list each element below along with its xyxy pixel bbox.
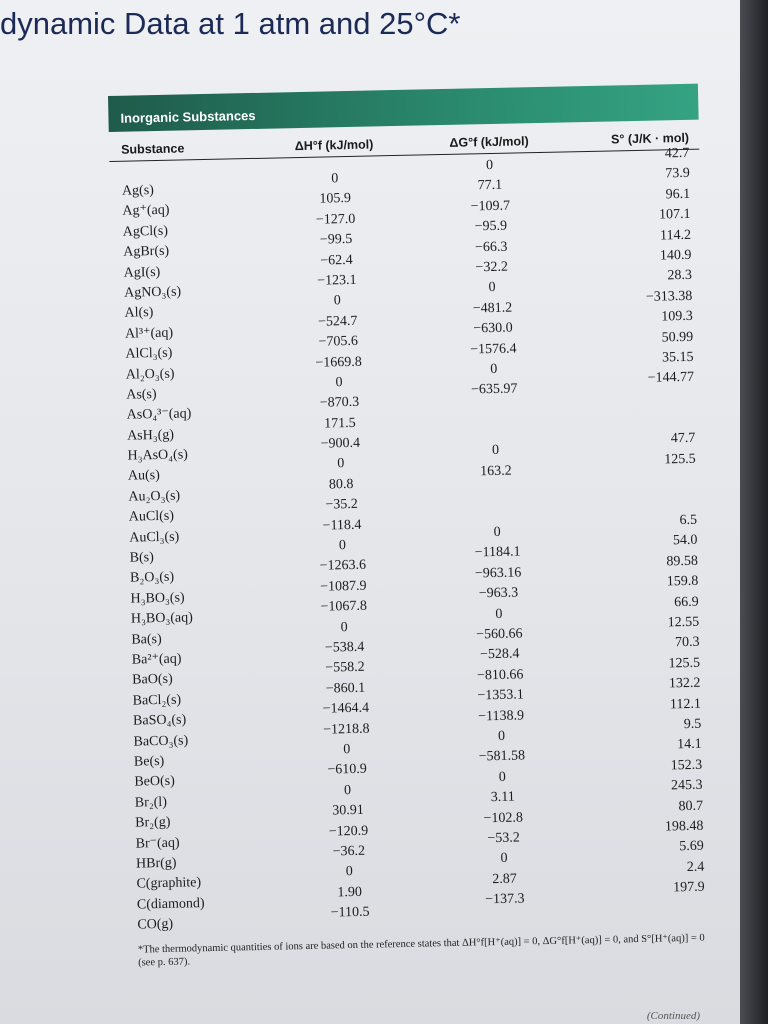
gibbs-column: [409, 154, 585, 930]
enthalpy-cell: 0: [331, 171, 339, 187]
substance-cell: HBr(g): [135, 855, 177, 872]
enthalpy-cell: −860.1: [325, 680, 366, 697]
substance-cell: AgCl(s): [122, 223, 169, 240]
substance-cell: C(graphite): [136, 875, 202, 892]
substance-cell: Al³⁺(aq): [124, 325, 174, 342]
entropy-cell: 6.5: [679, 512, 698, 529]
enthalpy-cell: −900.4: [320, 435, 361, 452]
enthalpy-cell: 30.91: [332, 802, 364, 819]
substance-cell: C(diamond): [136, 895, 205, 913]
entropy-cell: 109.3: [661, 308, 693, 325]
gibbs-cell: −635.97: [470, 381, 518, 398]
enthalpy-cell: −524.7: [317, 313, 358, 330]
substance-cell: Al₂O₃(s): [125, 366, 175, 383]
gibbs-cell: 77.1: [477, 178, 503, 194]
substance-cell: BeO(s): [134, 774, 175, 790]
gibbs-cell: −1576.4: [470, 341, 517, 357]
substance-cell: BaCO₃(s): [133, 733, 189, 750]
substance-cell: As(s): [126, 386, 157, 403]
enthalpy-cell: 0: [333, 293, 342, 309]
entropy-column: [569, 144, 715, 927]
enthalpy-cell: 0: [337, 456, 345, 472]
entropy-cell: 2.4: [686, 859, 705, 875]
substance-cell: Ag⁺(aq): [122, 203, 170, 220]
substance-cell: Br₂(g): [135, 814, 171, 831]
thermo-table: [108, 84, 716, 971]
substance-cell: Ba(s): [131, 631, 162, 648]
substance-cell: BaSO₄(s): [132, 712, 187, 729]
entropy-cell: −144.77: [647, 370, 695, 387]
substance-cell: Al(s): [124, 305, 154, 322]
enthalpy-cell: −1263.6: [319, 558, 367, 575]
entropy-cell: 28.3: [667, 268, 693, 284]
gibbs-cell: −630.0: [473, 320, 513, 337]
entropy-cell: 9.5: [683, 716, 702, 733]
enthalpy-cell: 1.90: [337, 884, 363, 901]
gibbs-cell: −581.58: [478, 748, 526, 765]
entropy-cell: 159.8: [666, 573, 699, 590]
entropy-cell: 198.48: [664, 818, 704, 835]
table-band-title: Inorganic Substances: [120, 107, 256, 126]
enthalpy-cell: −1067.8: [320, 598, 368, 615]
substance-cell: Ag(s): [121, 183, 155, 199]
enthalpy-cell: −62.4: [320, 252, 353, 269]
header-enthalpy: ΔH°f (kJ/mol): [294, 137, 374, 154]
substance-cell: Au₂O₃(s): [128, 488, 181, 505]
gibbs-cell: −1184.1: [474, 544, 521, 561]
substance-cell: Ba²⁺(aq): [131, 651, 182, 668]
entropy-cell: 96.1: [665, 186, 691, 203]
gibbs-cell: −1138.9: [477, 707, 525, 724]
gibbs-cell: 0: [498, 769, 507, 785]
entropy-cell: 70.3: [674, 635, 700, 651]
entropy-cell: 54.0: [672, 533, 698, 549]
enthalpy-cell: −538.4: [324, 639, 365, 656]
entropy-cell: 112.1: [669, 696, 702, 712]
gibbs-cell: −481.2: [472, 300, 513, 317]
substance-cell: H₃BO₃(aq): [130, 610, 193, 627]
gibbs-cell: 0: [485, 157, 494, 174]
gibbs-cell: −963.16: [474, 565, 522, 582]
enthalpy-cell: −36.2: [332, 843, 366, 860]
page-edge-shadow: [740, 0, 768, 1024]
gibbs-cell: −1353.1: [477, 687, 524, 704]
entropy-cell: 132.2: [668, 675, 701, 692]
gibbs-cell: 0: [493, 524, 501, 541]
enthalpy-cell: −123.1: [317, 272, 357, 289]
page-title: dynamic Data at 1 atm and 25°C*: [0, 6, 461, 41]
entropy-cell: 114.2: [659, 227, 692, 244]
header-gibbs: ΔG°f (kJ/mol): [449, 134, 529, 150]
gibbs-cell: −102.8: [483, 809, 524, 826]
gibbs-cell: −32.2: [475, 259, 509, 276]
substance-cell: B₂O₃(s): [129, 570, 175, 587]
enthalpy-cell: −610.9: [327, 762, 368, 778]
entropy-cell: 66.9: [674, 594, 699, 610]
substance-cell: BaO(s): [132, 672, 173, 688]
entropy-cell: 152.3: [670, 757, 703, 774]
enthalpy-cell: −99.5: [319, 232, 353, 248]
header-entropy: S° (J/K · mol): [610, 130, 690, 147]
entropy-cell: 107.1: [658, 206, 691, 223]
header-substance: Substance: [120, 141, 185, 157]
enthalpy-column: [260, 168, 426, 933]
enthalpy-cell: −118.4: [322, 517, 362, 534]
substance-column: [110, 179, 276, 936]
table-footnote: *The thermodynamic quantities of ions are based on the reference states that ΔH°f[H⁺(aq)] = 0, ΔG°f[H⁺(aq)] = 0, and S°[H⁺(aq)] = 0 (see p. 637).: [137, 933, 705, 970]
enthalpy-cell: −558.2: [325, 660, 365, 676]
entropy-cell: 80.7: [678, 798, 704, 814]
entropy-cell: 197.9: [673, 879, 705, 896]
gibbs-cell: 0: [495, 606, 503, 622]
continued-label: (Continued): [646, 1010, 700, 1022]
entropy-cell: 73.9: [665, 166, 690, 182]
gibbs-cell: −137.3: [485, 891, 525, 908]
gibbs-cell: −560.66: [476, 626, 523, 643]
enthalpy-cell: 0: [345, 864, 353, 880]
substance-cell: Au(s): [127, 468, 161, 485]
entropy-cell: 35.15: [661, 349, 694, 366]
entropy-cell: 47.7: [670, 431, 696, 447]
gibbs-cell: −528.4: [479, 646, 520, 663]
entropy-cell: 140.9: [659, 247, 692, 264]
substance-cell: AuCl(s): [128, 508, 175, 525]
substance-cell: Br₂(l): [134, 794, 168, 811]
enthalpy-cell: −110.5: [330, 904, 370, 921]
gibbs-cell: 0: [497, 728, 506, 744]
entropy-cell: 12.55: [667, 614, 700, 631]
enthalpy-cell: −1087.9: [319, 578, 367, 595]
entropy-cell: 89.58: [666, 553, 699, 570]
substance-cell: H₃BO₃(s): [130, 590, 185, 607]
substance-cell: AgBr(s): [123, 243, 170, 260]
gibbs-cell: 3.11: [490, 789, 515, 806]
substance-cell: B(s): [129, 550, 154, 566]
enthalpy-cell: 80.8: [328, 476, 354, 493]
entropy-cell: 42.7: [664, 145, 690, 162]
substance-cell: BaCl₂(s): [132, 692, 182, 709]
gibbs-cell: 163.2: [480, 463, 512, 480]
substance-cell: AsH₃(g): [126, 427, 175, 444]
substance-cell: H₃AsO₄(s): [127, 447, 189, 464]
substance-cell: AgI(s): [123, 264, 161, 281]
enthalpy-cell: −1218.8: [322, 721, 370, 738]
gibbs-cell: 0: [488, 280, 496, 296]
enthalpy-cell: 0: [343, 782, 352, 798]
enthalpy-cell: 105.9: [319, 191, 352, 207]
entropy-cell: −313.38: [645, 288, 693, 305]
entropy-cell: 245.3: [670, 777, 703, 794]
substance-cell: AlCl₃(s): [125, 345, 173, 362]
enthalpy-cell: −127.0: [315, 211, 356, 228]
gibbs-cell: 0: [500, 851, 508, 867]
substance-cell: AgNO₃(s): [123, 284, 182, 301]
entropy-cell: 50.99: [661, 329, 694, 345]
substance-cell: CO(g): [137, 916, 174, 933]
gibbs-cell: −53.2: [487, 830, 520, 847]
enthalpy-cell: 0: [335, 375, 343, 391]
entropy-cell: 125.5: [668, 655, 701, 672]
gibbs-cell: 0: [490, 361, 498, 377]
substance-cell: Br⁻(aq): [135, 835, 180, 852]
enthalpy-cell: −870.3: [319, 395, 360, 411]
entropy-cell: 5.69: [679, 838, 705, 855]
enthalpy-cell: −1669.8: [315, 354, 362, 371]
entropy-cell: 125.5: [664, 451, 696, 468]
gibbs-cell: −109.7: [470, 198, 511, 215]
substance-cell: AuCl₃(s): [129, 529, 180, 546]
enthalpy-cell: −120.9: [328, 823, 369, 840]
substance-cell: Be(s): [133, 753, 165, 770]
enthalpy-cell: −1464.4: [322, 700, 370, 717]
enthalpy-cell: −35.2: [325, 497, 358, 513]
gibbs-cell: −66.3: [474, 239, 508, 255]
gibbs-cell: −95.9: [474, 218, 508, 235]
gibbs-cell: 2.87: [492, 871, 517, 887]
enthalpy-cell: 0: [340, 619, 348, 635]
enthalpy-cell: 0: [343, 742, 351, 758]
gibbs-cell: −963.3: [478, 585, 519, 602]
enthalpy-cell: −705.6: [318, 333, 359, 350]
entropy-cell: 14.1: [677, 737, 702, 753]
enthalpy-cell: 171.5: [324, 415, 356, 432]
enthalpy-cell: 0: [338, 538, 347, 554]
gibbs-cell: −810.66: [476, 667, 524, 684]
gibbs-cell: 0: [491, 443, 500, 459]
substance-cell: AsO₄³⁻(aq): [126, 406, 192, 423]
